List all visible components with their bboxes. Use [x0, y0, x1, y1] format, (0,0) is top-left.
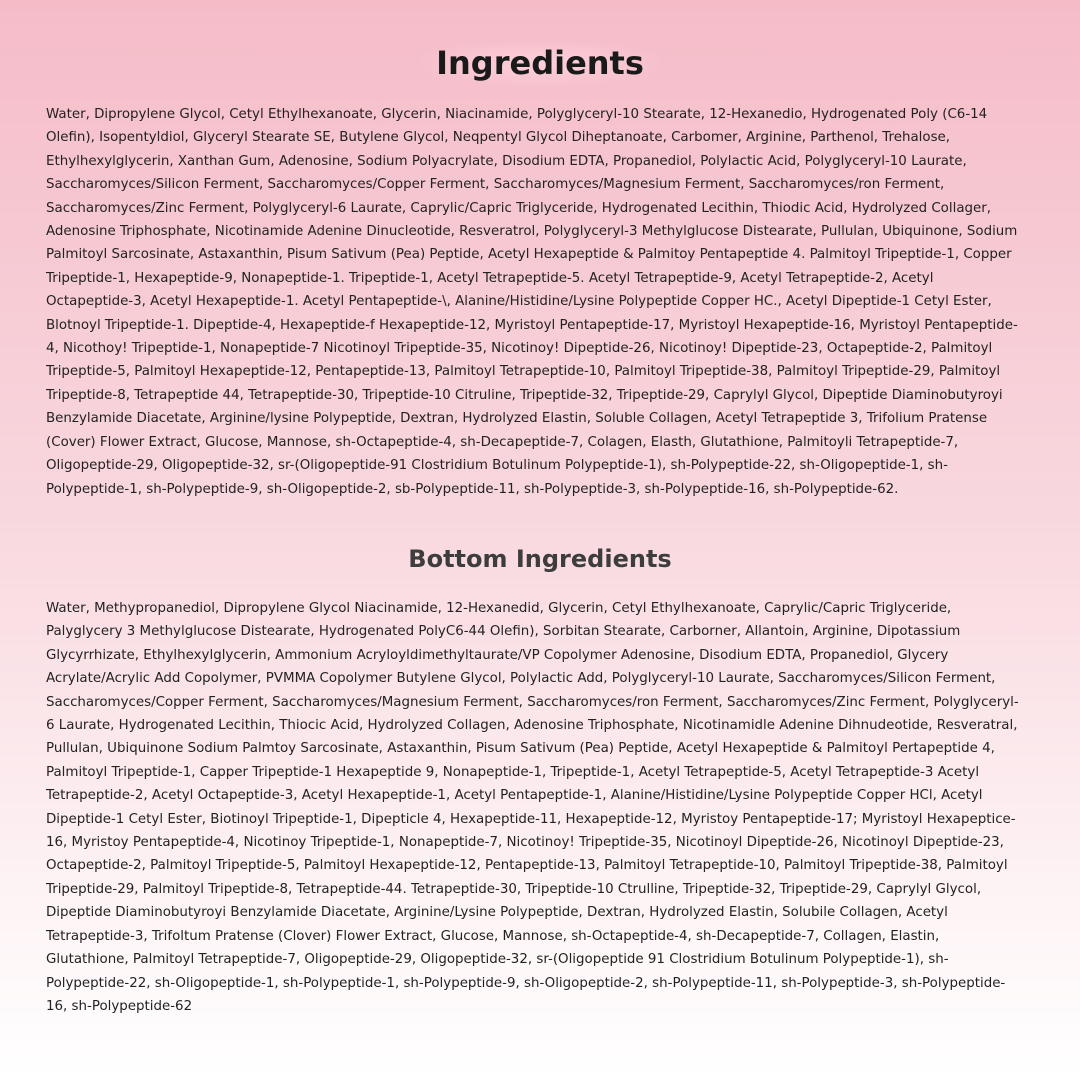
bottom-ingredients-title: Bottom Ingredients: [408, 545, 672, 573]
ingredients-title: Ingredients: [420, 40, 660, 86]
ingredients-list: Water, Dipropylene Glycol, Cetyl Ethylhexanoate, Glycerin, Niacinamide, Polyglyceryl-10 Stearate, 12-Hexanedio, Hydrogenated Poly (C6-14 Olefin), Isopentyldiol, Glyceryl Stearate SE, Butylene Glycol, Neqpentyl Glycol Diheptanoate, Carbomer, Arginine, Parthenol, Trehalose, Ethylhexylglycerin, Xanthan Gum, Adenosine, Sodium Polyacrylate, Disodium EDTA, Propanediol, Polylactic Acid, Polyglyceryl-10 Laurate, Saccharomyces/Silicon Ferment, Saccharomyces/Copper Ferment, Saccharomyces/Magnesium Ferment, Saccharomyces/ron Ferment, Saccharomyces/Zinc Ferment, Polyglyceryl-6 Laurate, Caprylic/Capric Triglyceride, Hydrogenated Lecithin, Thiodic Acid, Hydrolyzed Collager, Adenosine Triphosphate, Nicotinamide Adenine Dinucleotide, Resveratrol, Polyglyceryl-3 Methylglucose Distearate, Pullulan, Ubiquinone, Sodium Palmitoyl Sarcosinate, Astaxanthin, Pisum Sativum (Pea) Peptide, Acetyl Hexapeptide & Palmitoy Pentapeptide 4. Palmitoyl Tripeptide-1, Copper Tripeptide-1, Hexapeptide-9, Nonapeptide-1. Tripeptide-1, Acetyl Tetrapeptide-5. Acetyl Tetrapeptide-9, Acetyl Tetrapeptide-2, Acetyl Octapeptide-3, Acetyl Hexapeptide-1. Acetyl Pentapeptide-\, Alanine/Histidine/Lysine Polypeptide Copper HC., Acetyl Dipeptide-1 Cetyl Ester, Blotnoyl Tripeptide-1. Dipeptide-4, Hexapeptide-f Hexapeptide-12, Myristoyl Pentapeptide-17, Myristoyl Hexapeptide-16, Myristoyl Pentapeptide-4, Nicothoy! Tripeptide-1, Nonapeptide-7 Nicotinoyl Tripeptide-35, Nicotinoy! Dipeptide-26, Nicotinoy! Dipeptide-23, Octapeptide-2, Palmitoyl Tripeptide-5, Palmitoyl Hexapeptide-12, Pentapeptide-13, Palmitoyl Tetrapeptide-10, Palmitoyl Tripeptide-38, Palmitoyl Tripeptide-29, Palmitoyl Tripeptide-8, Tetrapeptide 44, Tetrapeptide-30, Tripeptide-10 Citruline, Tripeptide-32, Tripeptide-29, Caprylyl Glycol, Dipeptide Diaminobutyroyi Benzylamide Diacetate, Arginine/lysine Polypeptide, Dextran, Hydrolyzed Elastin, Soluble Collagen, Acetyl Tetrapeptide 3, Trifolium Pratense (Cover) Flower Extract, Glucose, Mannose, sh-Octapeptide-4, sh-Decapeptide-7, Colagen, Elasth, Glutathione, Palmitoyli Tetrapeptide-7, Oligopeptide-29, Oligopeptide-32, sr-(Oligopeptide-91 Clostridium Botulinum Polypeptide-1), sh-Polypeptide-22, sh-Oligopeptide-1, sh-Polypeptide-1, sh-Polypeptide-9, sh-Oligopeptide-2, sb-Polypeptide-11, sh-Polypeptide-3, sh-Polypeptide-16, sh-Polypeptide-62.: [46, 107, 1018, 497]
bottom-ingredients-title-wrap: [0, 545, 1080, 573]
ingredients-title-wrap: [0, 40, 1080, 86]
bottom-ingredients-list: Water, Methypropanediol, Dipropylene Glycol Niacinamide, 12-Hexanedid, Glycerin, Cetyl Ethylhexanoate, Caprylic/Capric Triglyceride, Palyglycery 3 Methylglucose Distearate, Hydrogenated PolyC6-44 Olefin), Sorbitan Stearate, Carborner, Allantoin, Arginine, Dipotassium Glycyrrhizate, Ethylhexylglycerin, Ammonium Acryloyldimethyltaurate/VP Copolymer Adenosine, Disodium EDTA, Propanediol, Glycery Acrylate/Acrylic Add Copolymer, PVMMA Copolymer Butylene Glycol, Polylactic Add, Polyglyceryl-10 Laurate, Saccharomyces/Silicon Ferment, Saccharomyces/Copper Ferment, Saccharomyces/Magnesium Ferment, Saccharomyces/ron Ferment, Saccharomyces/Zinc Ferment, Polyglyceryl-6 Laurate, Hydrogenated Lecithin, Thiocic Acid, Hydrolyzed Collagen, Adenosine Triphosphate, Nicotinamidle Adenine Dihnudeotide, Resveratral, Pullulan, Ubiquinone Sodium Palmtoy Sarcosinate, Astaxanthin, Pisum Sativum (Pea) Peptide, Acetyl Hexapeptide & Palmitoyl Pertapeptide 4, Palmitoyl Tripeptide-1, Capper Tripeptide-1 Hexapeptide 9, Nonapeptide-1, Tripeptide-1, Acetyl Tetrapeptide-5, Acetyl Tetrapeptide-3 Acetyl Tetrapeptide-2, Acetyl Octapeptide-3, Acetyl Hexapeptide-1, Acetyl Pentapeptide-1, Alanine/Histidine/Lysine Polypeptide Copper HCl, Acetyl Dipeptide-1 Cetyl Ester, Biotinoyl Tripeptide-1, Dipepticle 4, Hexapeptide-11, Hexapeptide-12, Myristoy Pentapeptide-17; Myristoyl Hexapeptice-16, Myristoy Pentapeptide-4, Nicotinoy Tripeptide-1, Nonapeptide-7, Nicotinoy! Tripeptide-35, Nicotinoyl Dipeptide-26, Nicotinoyl Dipeptide-23, Octapeptide-2, Palmitoyl Tripeptide-5, Palmitoyl Hexapeptide-12, Pentapeptide-13, Palmitoyl Tetrapeptide-10, Palmitoyl Tripeptide-38, Palmitoyl Tripeptide-29, Palmitoyl Tripeptide-8, Tetrapeptide-44. Tetrapeptide-30, Tripeptide-10 Ctrulline, Tripeptide-32, Tripeptide-29, Caprylyl Glycol, Dipeptide Diaminobutyroyi Benzylamide Diacetate, Arginine/Lysine Polypeptide, Dextran, Hydrolyzed Elastin, Solubile Collagen, Acetyl Tetrapeptide-3, Trifoltum Pratense (Clover) Flower Extract, Glucose, Mannose, sh-Octapeptide-4, sh-Decapeptide-7, Collagen, Elastin, Glutathione, Palmitoyl Tetrapeptide-7, Oligopeptide-29, Oligopeptide-32, sr-(Oligopeptide 91 Clostridium Botulinum Polypeptide-1), sh-Polypeptide-22, sh-Oligopeptide-1, sh-Polypeptide-1, sh-Polypeptide-9, sh-Oligopeptide-2, sh-Polypeptide-11, sh-Polypeptide-3, sh-Polypeptide-16, sh-Polypeptide-62: [46, 601, 1019, 1014]
